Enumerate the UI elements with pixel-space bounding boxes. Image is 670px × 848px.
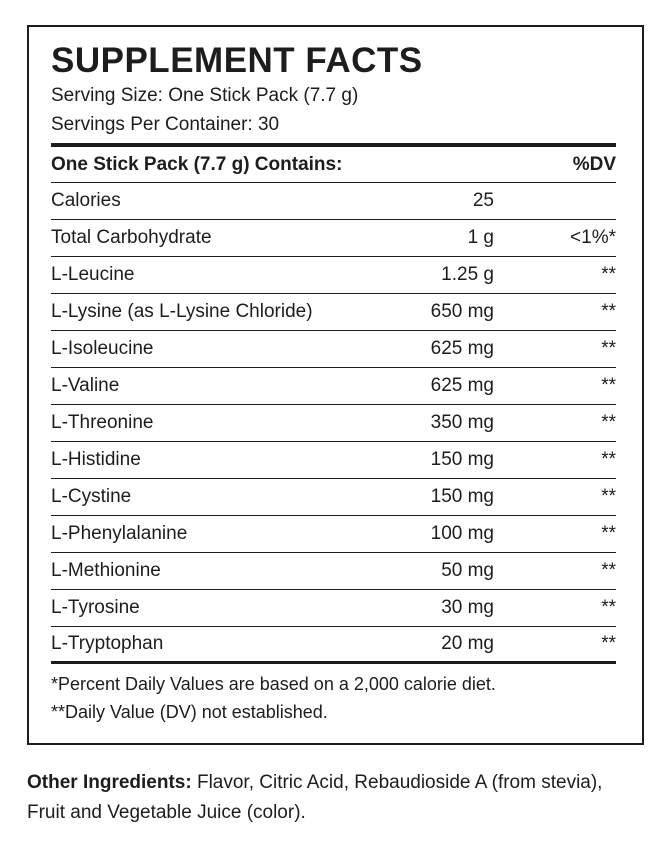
serving-size: Serving Size: One Stick Pack (7.7 g) xyxy=(51,85,359,106)
nutrient-amount: 350 mg xyxy=(430,412,494,433)
servings-per-container: Servings Per Container: 30 xyxy=(51,114,280,135)
other-ingredients-text: Flavor, Citric Acid, Rebaudioside A (from stevia), Fruit and Vegetable Juice (color). xyxy=(27,772,603,823)
nutrient-name: L-Leucine xyxy=(51,264,135,285)
table-row xyxy=(51,405,616,442)
table-row xyxy=(51,516,616,553)
nutrient-dv: ** xyxy=(601,301,616,322)
table-header xyxy=(51,147,616,183)
nutrient-name: Total Carbohydrate xyxy=(51,227,212,248)
nutrient-dv: ** xyxy=(601,375,616,396)
table-row xyxy=(51,442,616,479)
nutrient-dv: ** xyxy=(601,486,616,507)
table-row xyxy=(51,368,616,405)
nutrient-name: Calories xyxy=(51,190,121,211)
nutrient-dv: ** xyxy=(601,338,616,359)
nutrient-name: L-Valine xyxy=(51,375,120,396)
table-row xyxy=(51,590,616,627)
nutrient-dv: ** xyxy=(601,264,616,285)
nutrient-amount: 1.25 g xyxy=(441,264,494,285)
nutrient-name: L-Tryptophan xyxy=(51,633,164,654)
nutrient-amount: 100 mg xyxy=(430,523,494,544)
nutrient-amount: 625 mg xyxy=(430,338,494,359)
nutrient-table xyxy=(51,183,616,664)
table-row xyxy=(51,257,616,294)
nutrient-name: L-Phenylalanine xyxy=(51,523,188,544)
footnote-dv-basis: *Percent Daily Values are based on a 2,000 calorie diet. xyxy=(51,674,496,694)
other-ingredients xyxy=(27,768,627,828)
nutrient-dv: ** xyxy=(601,633,616,654)
footnotes xyxy=(51,670,616,726)
nutrient-name: L-Methionine xyxy=(51,560,161,581)
nutrient-name: L-Lysine (as L-Lysine Chloride) xyxy=(51,301,313,322)
nutrient-name: L-Histidine xyxy=(51,449,141,470)
nutrient-dv: ** xyxy=(601,523,616,544)
nutrient-dv: ** xyxy=(601,560,616,581)
nutrient-dv: ** xyxy=(601,597,616,618)
nutrient-amount: 20 mg xyxy=(441,633,494,654)
table-row xyxy=(51,183,616,220)
nutrient-amount: 25 xyxy=(472,190,494,211)
facts-title: SUPPLEMENT FACTS xyxy=(51,41,423,80)
table-row xyxy=(51,220,616,257)
nutrient-amount: 1 g xyxy=(467,227,494,248)
nutrient-dv: ** xyxy=(601,412,616,433)
nutrient-amount: 625 mg xyxy=(430,375,494,396)
nutrient-amount: 650 mg xyxy=(430,301,494,322)
nutrient-dv: <1%* xyxy=(570,227,616,248)
nutrient-amount: 30 mg xyxy=(441,597,494,618)
nutrient-amount: 150 mg xyxy=(430,449,494,470)
table-row xyxy=(51,553,616,590)
nutrient-amount: 150 mg xyxy=(430,486,494,507)
nutrient-name: L-Isoleucine xyxy=(51,338,154,359)
dv-header: %DV xyxy=(572,153,616,175)
table-row xyxy=(51,627,616,664)
nutrient-dv: ** xyxy=(601,449,616,470)
footnote-dv-not-established: **Daily Value (DV) not established. xyxy=(51,702,328,722)
table-row xyxy=(51,294,616,331)
nutrient-name: L-Cystine xyxy=(51,486,132,507)
nutrient-name: L-Tyrosine xyxy=(51,597,140,618)
contains-header: One Stick Pack (7.7 g) Contains: xyxy=(51,153,343,175)
other-ingredients-label: Other Ingredients: xyxy=(27,772,192,793)
table-row xyxy=(51,331,616,368)
supplement-facts-panel xyxy=(27,25,644,745)
table-row xyxy=(51,479,616,516)
nutrient-amount: 50 mg xyxy=(441,560,494,581)
nutrient-name: L-Threonine xyxy=(51,412,154,433)
